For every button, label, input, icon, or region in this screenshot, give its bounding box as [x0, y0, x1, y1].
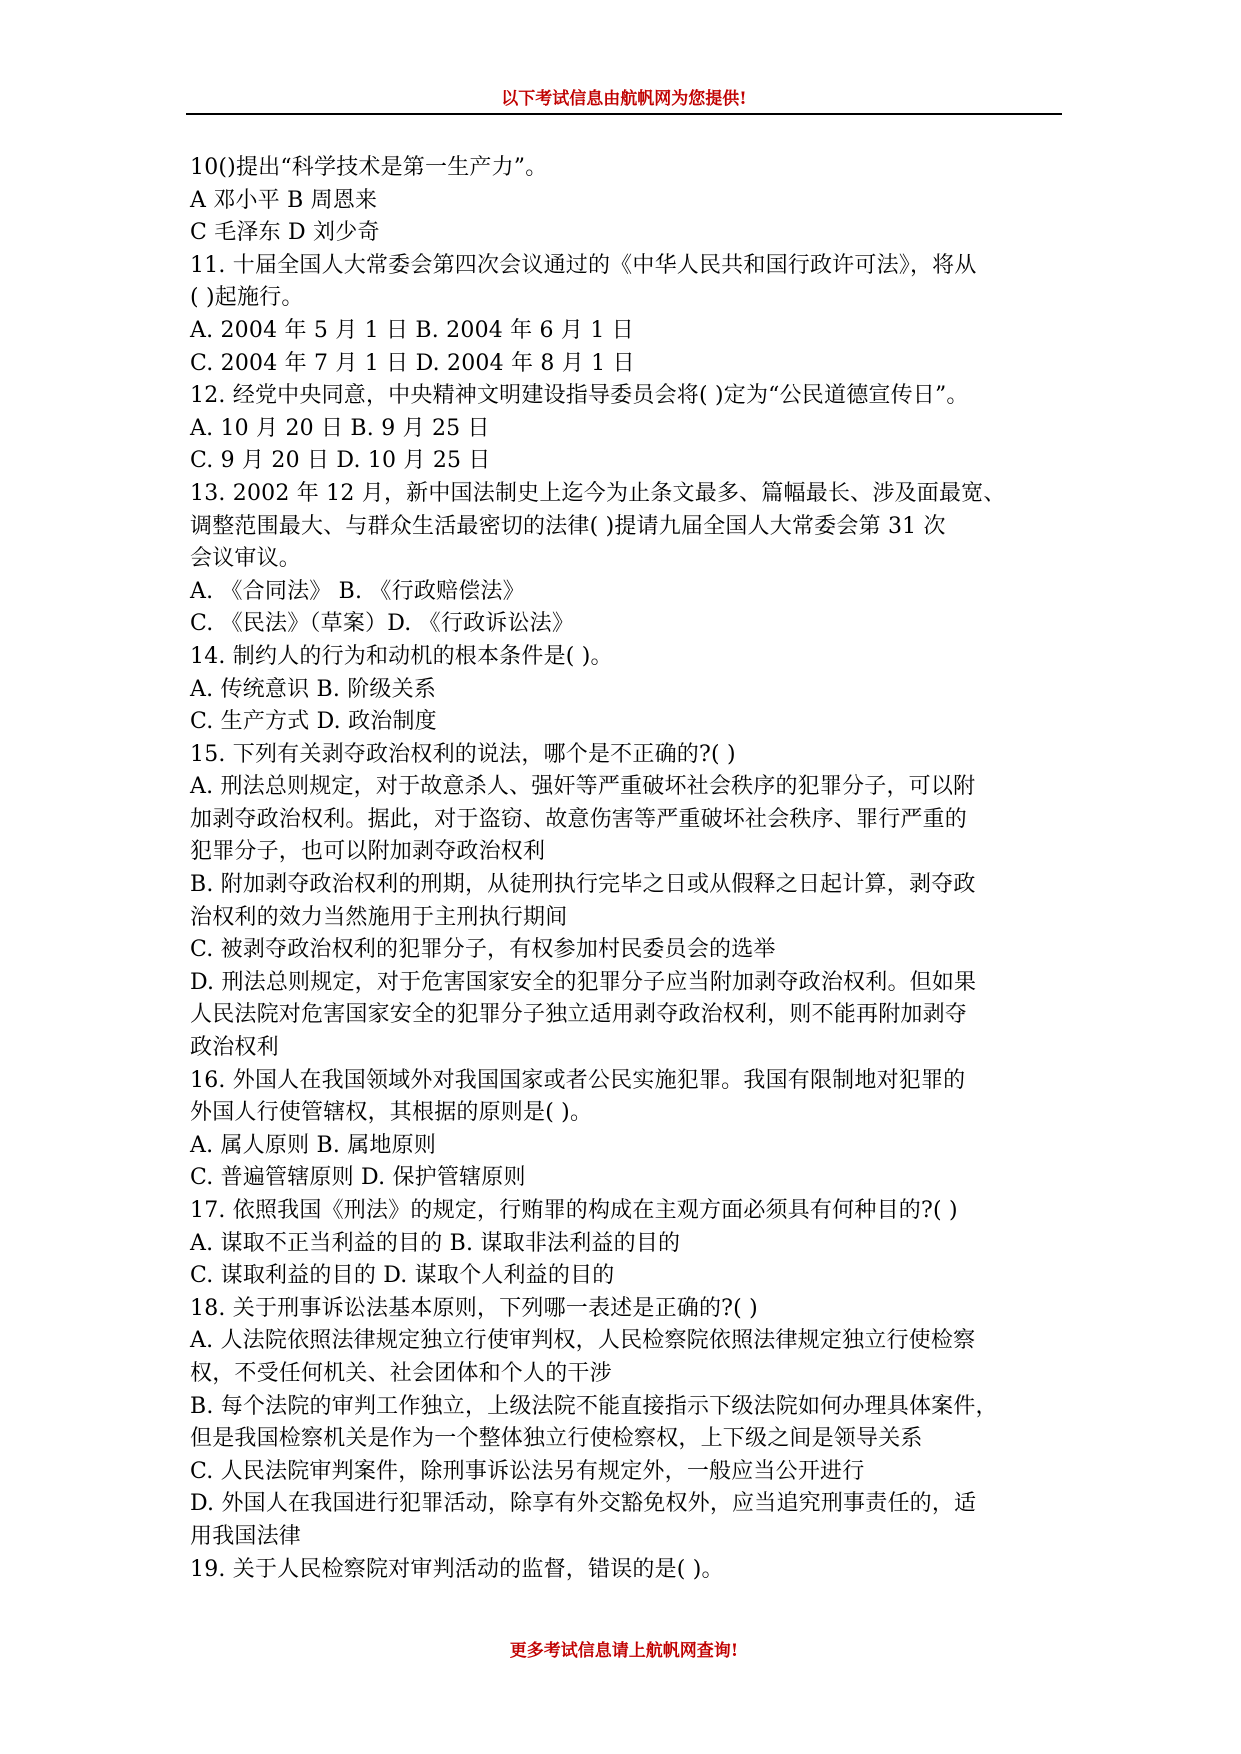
text-line: 调整范围最大、与群众生活最密切的法律( )提请九届全国人大常委会第 31 次: [190, 513, 946, 539]
text-line: A. 谋取不正当利益的目的 B. 谋取非法利益的目的: [190, 1230, 681, 1256]
text-line: 15. 下列有关剥夺政治权利的说法，哪个是不正确的?( ): [190, 741, 736, 767]
text-line: 但是我国检察机关是作为一个整体独立行使检察权，上下级之间是领导关系: [190, 1426, 923, 1452]
text-line: 18. 关于刑事诉讼法基本原则，下列哪一表述是正确的?( ): [190, 1295, 758, 1321]
text-line: B. 附加剥夺政治权利的刑期，从徒刑执行完毕之日或从假释之日起计算，剥夺政: [190, 872, 976, 898]
text-line: C. 普遍管辖原则 D. 保护管辖原则: [190, 1165, 526, 1191]
text-line: 12. 经党中央同意，中央精神文明建设指导委员会将( )定为“公民道德宣传日”。: [190, 383, 969, 409]
text-line: 13. 2002 年 12 月，新中国法制史上迄今为止条文最多、篇幅最长、涉及面最宽、: [190, 480, 1006, 506]
text-line: 治权利的效力当然施用于主刑执行期间: [190, 904, 568, 930]
text-line: 17. 依照我国《刑法》的规定，行贿罪的构成在主观方面必须具有何种目的?( ): [190, 1198, 958, 1223]
text-line: C. 9 月 20 日 D. 10 月 25 日: [190, 448, 491, 474]
header-divider: [186, 113, 1062, 115]
text-line: 14. 制约人的行为和动机的根本条件是( )。: [190, 643, 613, 669]
text-line: A. 10 月 20 日 B. 9 月 25 日: [190, 415, 490, 441]
page-footer: 更多考试信息请上航帆网查询!: [509, 1641, 739, 1661]
text-line: 政治权利: [190, 1035, 279, 1061]
text-line: D. 刑法总则规定，对于危害国家安全的犯罪分子应当附加剥夺政治权利。但如果: [190, 969, 977, 995]
text-line: C 毛泽东 D 刘少奇: [190, 220, 380, 246]
text-line: 加剥夺政治权利。据此，对于盗窃、故意伤害等严重破坏社会秩序、罪行严重的: [190, 806, 968, 832]
text-line: D. 外国人在我国进行犯罪活动，除享有外交豁免权外，应当追究刑事责任的，适: [190, 1491, 977, 1517]
text-line: 10()提出“科学技术是第一生产力”。: [190, 155, 548, 180]
text-line: 犯罪分子，也可以附加剥夺政治权利: [190, 839, 546, 865]
text-line: A 邓小平 B 周恩来: [190, 187, 378, 213]
text-line: A. 传统意识 B. 阶级关系: [190, 676, 437, 702]
text-line: A. 刑法总则规定，对于故意杀人、强奸等严重破坏社会秩序的犯罪分子，可以附: [190, 774, 976, 800]
text-line: B. 每个法院的审判工作独立，上级法院不能直接指示下级法院如何办理具体案件，: [190, 1393, 998, 1419]
text-line: 16. 外国人在我国领域外对我国国家或者公民实施犯罪。我国有限制地对犯罪的: [190, 1067, 966, 1093]
text-line: 外国人行使管辖权，其根据的原则是( )。: [190, 1100, 593, 1126]
text-line: C. 谋取利益的目的 D. 谋取个人利益的目的: [190, 1263, 615, 1289]
text-line: 11. 十届全国人大常委会第四次会议通过的《中华人民共和国行政许可法》，将从: [190, 252, 977, 278]
text-line: 会议审议。: [190, 546, 302, 572]
text-line: 权，不受任何机关、社会团体和个人的干涉: [190, 1360, 612, 1386]
text-line: A. 属人原则 B. 属地原则: [190, 1132, 437, 1158]
text-line: C. 被剥夺政治权利的犯罪分子，有权参加村民委员会的选举: [190, 937, 776, 963]
text-line: C. 2004 年 7 月 1 日 D. 2004 年 8 月 1 日: [190, 350, 635, 376]
text-line: 用我国法律: [190, 1523, 302, 1549]
document-body: [190, 152, 1070, 1586]
text-line: C. 生产方式 D. 政治制度: [190, 709, 437, 735]
text-line: C. 《民法》（草案）D. 《行政诉讼法》: [190, 611, 575, 637]
text-line: 人民法院对危害国家安全的犯罪分子独立适用剥夺政治权利，则不能再附加剥夺: [190, 1002, 968, 1028]
text-line: C. 人民法院审判案件，除刑事诉讼法另有规定外，一般应当公开进行: [190, 1458, 865, 1484]
page-header: 以下考试信息由航帆网为您提供!: [501, 89, 747, 109]
text-line: ( )起施行。: [190, 285, 304, 311]
text-line: A. 《合同法》 B. 《行政赔偿法》: [190, 578, 525, 604]
text-line: A. 人法院依照法律规定独立行使审判权，人民检察院依照法律规定独立行使检察: [190, 1328, 976, 1354]
text-line: 19. 关于人民检察院对审判活动的监督，错误的是( )。: [190, 1556, 724, 1582]
text-line: A. 2004 年 5 月 1 日 B. 2004 年 6 月 1 日: [190, 317, 634, 343]
